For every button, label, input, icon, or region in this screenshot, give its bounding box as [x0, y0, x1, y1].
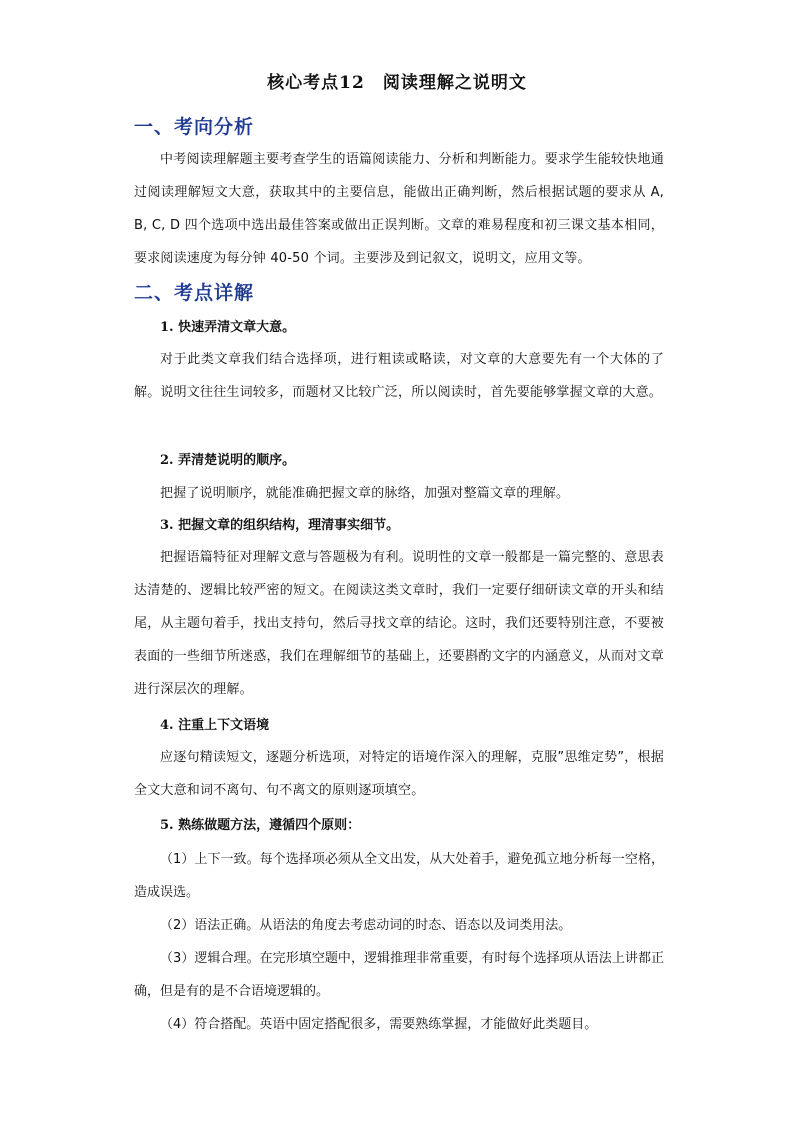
- point-3-text: 把握语篇特征对理解文意与答题极为有利。说明性的文章一般都是一篇完整的、意思表达清楚的、逻辑比较严密的短文。在阅读这类文章时，我们一定要仔细研读文章的开头和结尾，从主题句着手，找出支持句，然后寻找文章的结论。这时，我们还要特别注意，不要被表面的一些细节所迷惑，我们在理解细节的基础上，还要斟酌文字的内涵意义，从而对文章进行深层次的理解。: [134, 550, 664, 697]
- principle-2: （2）语法正确。从语法的角度去考虑动词的时态、语态以及词类用法。: [160, 918, 572, 933]
- point-3-title: 3. 把握文章的组织结构，理清事实细节。: [160, 518, 400, 533]
- section-heading-analysis: 一、考向分析: [134, 116, 255, 138]
- point-5-title: 5. 熟练做题方法，遵循四个原则：: [160, 818, 361, 833]
- point-4-title: 4. 注重上下文语境: [160, 718, 270, 733]
- point-1-title: 1. 快速弄清文章大意。: [160, 320, 296, 335]
- section-heading-details: 二、考点详解: [134, 282, 255, 304]
- principle-3: （3）逻辑合理。在完形填空题中，逻辑推理非常重要，有时每个选择项从语法上讲都正确，但是有的是不合语境逻辑的。: [134, 951, 664, 999]
- analysis-paragraph: 中考阅读理解题主要考查学生的语篇阅读能力、分析和判断能力。要求学生能较快地通过阅读理解短文大意，获取其中的主要信息，能做出正确判断，然后根据试题的要求从 A, B, C, D 四个选项中选出最佳答案或做出正误判断。文章的难易程度和初三课文基本相同，要求阅读速度为每分钟 40-50 个词。主要涉及到记叙文，说明文，应用文等。: [134, 152, 664, 266]
- document-title: 核心考点12 阅读理解之说明文: [267, 73, 527, 93]
- principle-4: （4）符合搭配。英语中固定搭配很多，需要熟练掌握，才能做好此类题目。: [160, 1017, 598, 1032]
- point-2-title: 2. 弄清楚说明的顺序。: [160, 453, 296, 468]
- point-1-text: 对于此类文章我们结合选择项，进行粗读或略读，对文章的大意要先有一个大体的了解。说明文往往生词较多，而题材又比较广泛，所以阅读时，首先要能够掌握文章的大意。: [134, 352, 664, 400]
- point-2-text: 把握了说明顺序，就能准确把握文章的脉络，加强对整篇文章的理解。: [160, 486, 570, 501]
- principle-1: （1）上下一致。每个选择项必须从全文出发，从大处着手，避免孤立地分析每一空格，造成误选。: [134, 852, 664, 900]
- point-4-text: 应逐句精读短文，逐题分析选项，对特定的语境作深入的理解，克服”思维定势”，根据全文大意和词不离句、句不离文的原则逐项填空。: [134, 750, 664, 798]
